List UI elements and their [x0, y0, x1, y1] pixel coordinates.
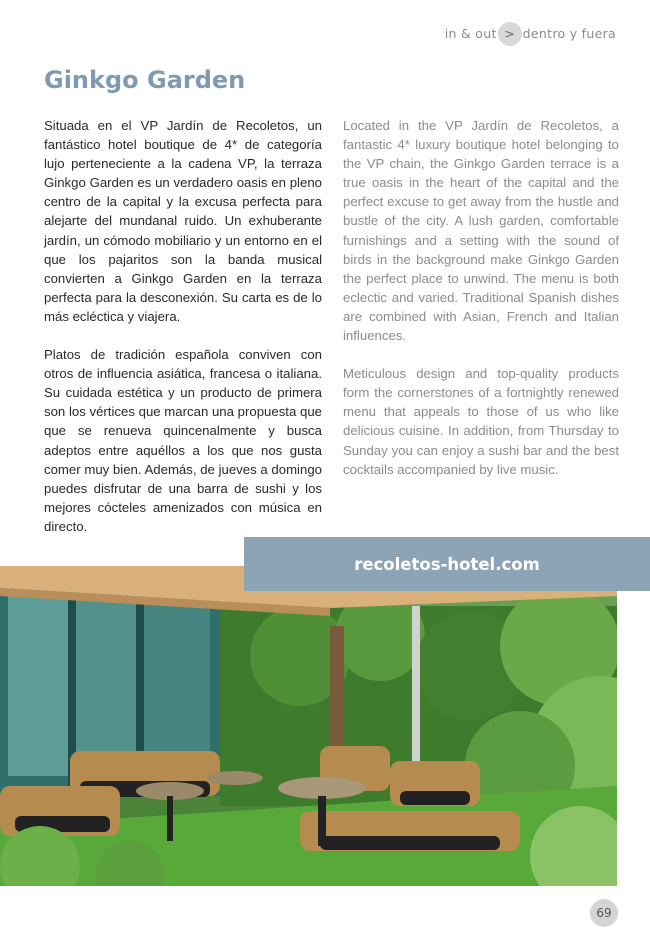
spanish-column	[44, 116, 322, 555]
page-number-text: 69	[596, 906, 612, 920]
article-title: Ginkgo Garden	[44, 66, 246, 94]
section-tag-left: in & out	[444, 26, 497, 41]
english-column	[343, 116, 619, 498]
section-tag-separator: >	[504, 26, 516, 41]
website-banner[interactable]	[244, 537, 650, 591]
website-link[interactable]: recoletos-hotel.com	[354, 554, 540, 574]
garden-terrace-photo	[0, 566, 617, 886]
spanish-paragraph-2: Platos de tradición española conviven con otros de influencia asiática, francesa o italiana. Su cuidada estética y un producto de primera son los vértices que marcan una propuesta que que se renueva quincenalmente y busca adeptos entre aquéllos a los que nos gusta comer muy bien. Además, de jueves a domingo puedes disfrutar de una barra de sushi y los mejores cócteles amenizados con música en directo.	[44, 347, 322, 534]
section-tag	[445, 22, 616, 46]
section-tag-dot	[498, 22, 522, 46]
english-paragraph-2: Meticulous design and top-quality products form the cornerstones of a fortnightly renewed menu that appeals to those of us who like delicious cuisine. In addition, from Thursday to Sunday you can enjoy a sushi bar and the best cocktails accompanied by live music.	[343, 366, 619, 477]
page-number	[590, 899, 618, 927]
garden-illustration	[0, 566, 617, 886]
english-paragraph-1: Located in the VP Jardín de Recoletos, a fantastic 4* luxury boutique hotel belonging to the VP chain, the Ginkgo Garden terrace is a true oasis in the heart of the capital and the perfect excuse to get away from the hustle and bustle of the city. A lush garden, comfortable furnishings and a setting with the sound of birds in the background make Ginkgo Garden the perfect place to unwind. The menu is both eclectic and varied. Traditional Spanish dishes are combined with Asian, French and Italian influences.	[343, 118, 619, 344]
spanish-paragraph-1: Situada en el VP Jardín de Recoletos, un fantástico hotel boutique de 4* de categoría lujo perteneciente a la cadena VP, la terraza Ginkgo Garden es un verdadero oasis en pleno centro de la capital y la excusa perfecta para alejarte del mundanal ruido. Un exhuberante jardín, un cómodo mobiliario y un entorno en el que los pajaritos son la banda musical convierten a Ginkgo Garden en la terraza perfecta para la desconexión. Su carta es de lo más ecléctica y viajera.	[44, 118, 322, 324]
section-tag-right: dentro y fuera	[522, 26, 616, 41]
